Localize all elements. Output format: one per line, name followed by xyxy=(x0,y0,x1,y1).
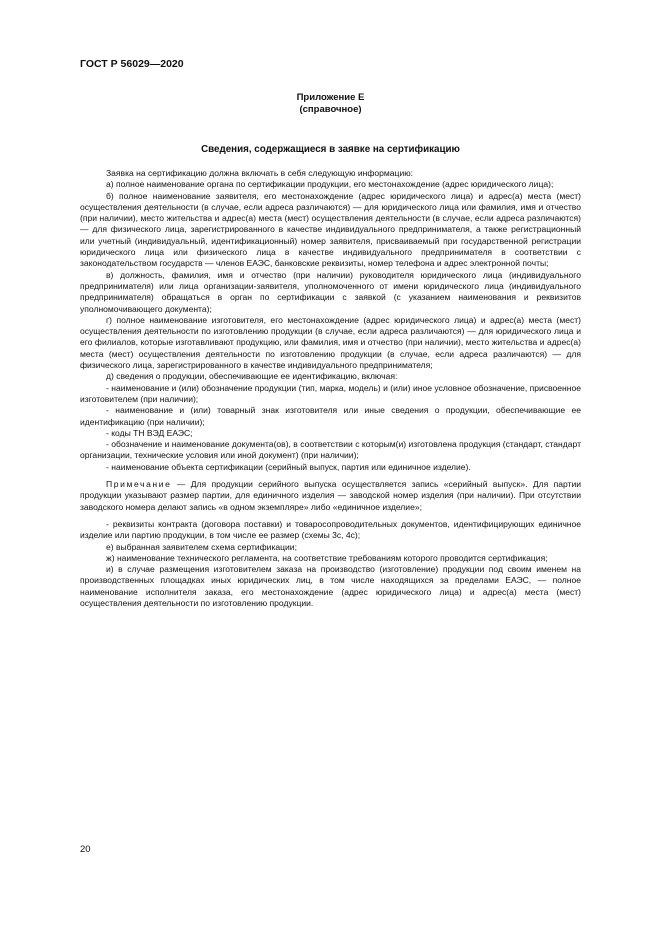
paragraph: - наименование и (или) обозначение продукции (тип, марка, модель) и (или) иное условное обозначение, присвоенное изготовителем (при наличии); xyxy=(80,382,581,404)
paragraph: - обозначение и наименование документа(ов), в соответствии с которым(и) изготовлена продукция (стандарт, стандарт организации, технические условия или иной документ) (при наличии); xyxy=(80,439,581,461)
note-label: Примечание xyxy=(106,479,172,490)
section-title: Сведения, содержащиеся в заявке на сертификацию xyxy=(201,144,460,155)
annex-type: (справочное) xyxy=(299,104,362,115)
paragraph: - коды ТН ВЭД ЕАЭС; xyxy=(106,427,193,438)
note-text: — Для продукции серийного выпуска осуществляется запись «серийный выпуск». Для партии продукции указывают размер партии, для единичного изделия — заводской номер изделия (при наличии). При отсутствии заводского номера делают запись «в одном экземпляре» либо «единичное изделие»; xyxy=(80,479,581,512)
annex-heading xyxy=(0,92,661,116)
paragraph: и) в случае размещения изготовителем заказа на производство (изготовление) продукции под своим именем на производственных площадках иных юридических лиц, в том числе находящихся за пределами ЕАЭС, — полное наименование исполнителя заказа, его местонахождение (адрес юридического лица) и адрес(а) места (мест) осуществления деятельности по изготовлению продукции. xyxy=(80,564,581,608)
note xyxy=(80,479,581,513)
document-body xyxy=(80,168,581,609)
paragraph: - реквизиты контракта (договора поставки) и товаросопроводительных документов, идентифицирующих единичное изделие или партию продукции, в том числе ее размер (схемы 3с, 4с); xyxy=(80,518,581,541)
paragraph: ж) наименование технического регламента, на соответствие требованиям которого проводится сертификация; xyxy=(106,552,548,563)
paragraph: - наименование и (или) товарный знак изготовителя или иные сведения о продукции, обеспечивающие ее идентификацию (при наличии); xyxy=(80,405,581,427)
paragraph: а) полное наименование органа по сертификации продукции, его местонахождение (адрес юридического лица); xyxy=(106,179,554,190)
paragraph: е) выбранная заявителем схема сертификации; xyxy=(106,541,297,552)
paragraph: - наименование объекта сертификации (серийный выпуск, партия или единичное изделие). xyxy=(106,461,471,472)
paragraph: в) должность, фамилия, имя и отчество (при наличии) руководителя юридического лица (индивидуального предпринимателя) или лица организации-заявителя, уполномоченного от имени юридического лица (индивидуального предпринимателя) обращаться в орган по сертификации с заявкой (с указанием наименования и реквизитов уполномочивающего документа); xyxy=(80,269,581,314)
document-code: ГОСТ Р 56029—2020 xyxy=(80,58,184,70)
paragraph: г) полное наименование изготовителя, его местонахождение (адрес юридического лица) и адрес(а) места (мест) осуществления деятельности по изготовлению продукции (в случае, если адреса различаются) — для юридического лица и его филиалов, которые изготавливают продукцию, или фамилия, имя и отчество (при наличии), место жительства и адрес(а) места (мест) осуществления деятельности по изготовлению продукции (в случае, если адреса различаются) — для физического лица, зарегистрированного в качестве индивидуального предпринимателя; xyxy=(80,314,581,371)
page-number: 20 xyxy=(80,844,91,855)
paragraph: Заявка на сертификацию должна включать в себя следующую информацию: xyxy=(106,168,414,178)
annex-label: Приложение Е xyxy=(296,92,365,103)
paragraph: б) полное наименование заявителя, его местонахождение (адрес юридического лица) и адрес(а) места (мест) осуществления деятельности (в случае, если адреса различаются) — для юридического лица или фамилия, имя и отчество (при наличии), место жительства и адрес(а) места (мест) осуществления деятельности (в случае, если адреса различаются) — для физического лица, зарегистрированного в качестве индивидуального предпринимателя, а также регистрационный или учетный (индивидуальный, идентификационный) номер заявителя, присваиваемый при государственной регистрации юридического лица или физического лица в качестве индивидуального предпринимателя в соответствии с законодательством государств — членов ЕАЭС, банковские реквизиты, номер телефона и адрес электронной почты; xyxy=(80,190,581,269)
paragraph: д) сведения о продукции, обеспечивающие ее идентификацию, включая: xyxy=(106,371,398,382)
